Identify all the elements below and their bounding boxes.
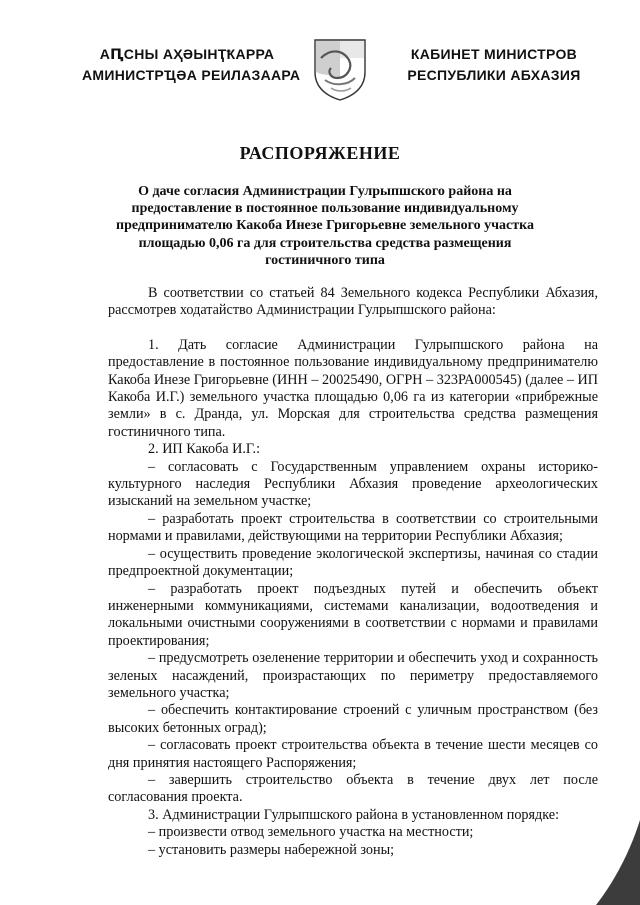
header-abkhaz-line2: АМИНИСТРҴӘА РЕИЛАЗААРА — [82, 67, 301, 83]
page-corner-shadow-icon — [596, 820, 640, 905]
item-1-paragraph: 1. Дать согласие Администрации Гулрыпшского района на предоставление в постоянное пользование индивидуальному предпринимателю Какоба Инезе Григорьевне (ИНН – 20025490, ОГРН – 323РА000545) (далее – ИП Какоба И.Г.) земельного участка площадью 0,06 га из категории «прибрежные земли» в с. Дранда, ул. Морская для строительства средства размещения гостиничного типа. — [108, 336, 598, 440]
subject-line: предпринимателю Какоба Инезе Григорьевне земельного участка — [116, 218, 534, 234]
item-2-point: – завершить строительство объекта в течение двух лет после согласования проекта. — [108, 771, 598, 806]
subject-line: предоставление в постоянное пользование индивидуальному — [131, 201, 519, 217]
header-russian — [388, 44, 600, 86]
item-2-point: – разработать проект подъездных путей и обеспечить объект инженерными коммуникациями, системами канализации, водоотведения и локальными очистными сооружениями в соответствии с нормами и правилами проектирования; — [108, 580, 598, 649]
item-2-point: – разработать проект строительства в соответствии со строительными нормами и правилами, действующими на территории Республики Абхазия; — [108, 510, 598, 545]
header-abkhaz-line1: АԤСНЫ АҲӘЫНҬҞАРРА — [99, 46, 275, 62]
item-3-point: – произвести отвод земельного участка на местности; — [148, 824, 474, 841]
subject-line: О даче согласия Администрации Гулрыпшского района на — [138, 184, 512, 199]
document-subject — [110, 183, 540, 269]
item-2-heading: 2. ИП Какоба И.Г.: — [148, 441, 261, 458]
preamble-paragraph: В соответствии со статьей 84 Земельного кодекса Республики Абхазия, рассмотрев ходатайство Администрации Гулрыпшского района: — [108, 285, 598, 319]
header-abkhaz — [82, 44, 301, 86]
item-2-point: – обеспечить контактирование строений с уличным пространством (без высоких бетонных оград); — [108, 702, 598, 736]
item-3-heading: 3. Администрации Гулрыпшского района в установленном порядке: — [148, 806, 560, 823]
item-2-point: – согласовать проект строительства объекта в течение шести месяцев со дня принятия настоящего Распоряжения; — [108, 737, 598, 771]
item-3-point: – установить размеры набережной зоны; — [148, 841, 395, 858]
header-russian-line2: РЕСПУБЛИКИ АБХАЗИЯ — [407, 67, 581, 83]
subject-line: гостиничного типа — [265, 252, 385, 268]
document-body — [108, 285, 598, 859]
document-title: РАСПОРЯЖЕНИЕ — [239, 143, 401, 163]
item-2-point: – осуществить проведение экологической экспертизы, начиная со стадии предпроектной документации; — [108, 545, 598, 580]
header-russian-line1: КАБИНЕТ МИНИСТРОВ — [410, 46, 578, 62]
subject-line: площадью 0,06 га для строительства средства размещения — [138, 235, 512, 251]
item-2-point: – согласовать с Государственным управлением охраны историко-культурного наследия Республики Абхазия проведение археологических изысканий на земельном участке; — [108, 458, 598, 510]
state-emblem-icon — [313, 38, 367, 102]
item-2-point: – предусмотреть озеленение территории и обеспечить уход и сохранность зеленых насаждений, произрастающих по периметру предоставляемого земельного участка; — [108, 650, 598, 701]
